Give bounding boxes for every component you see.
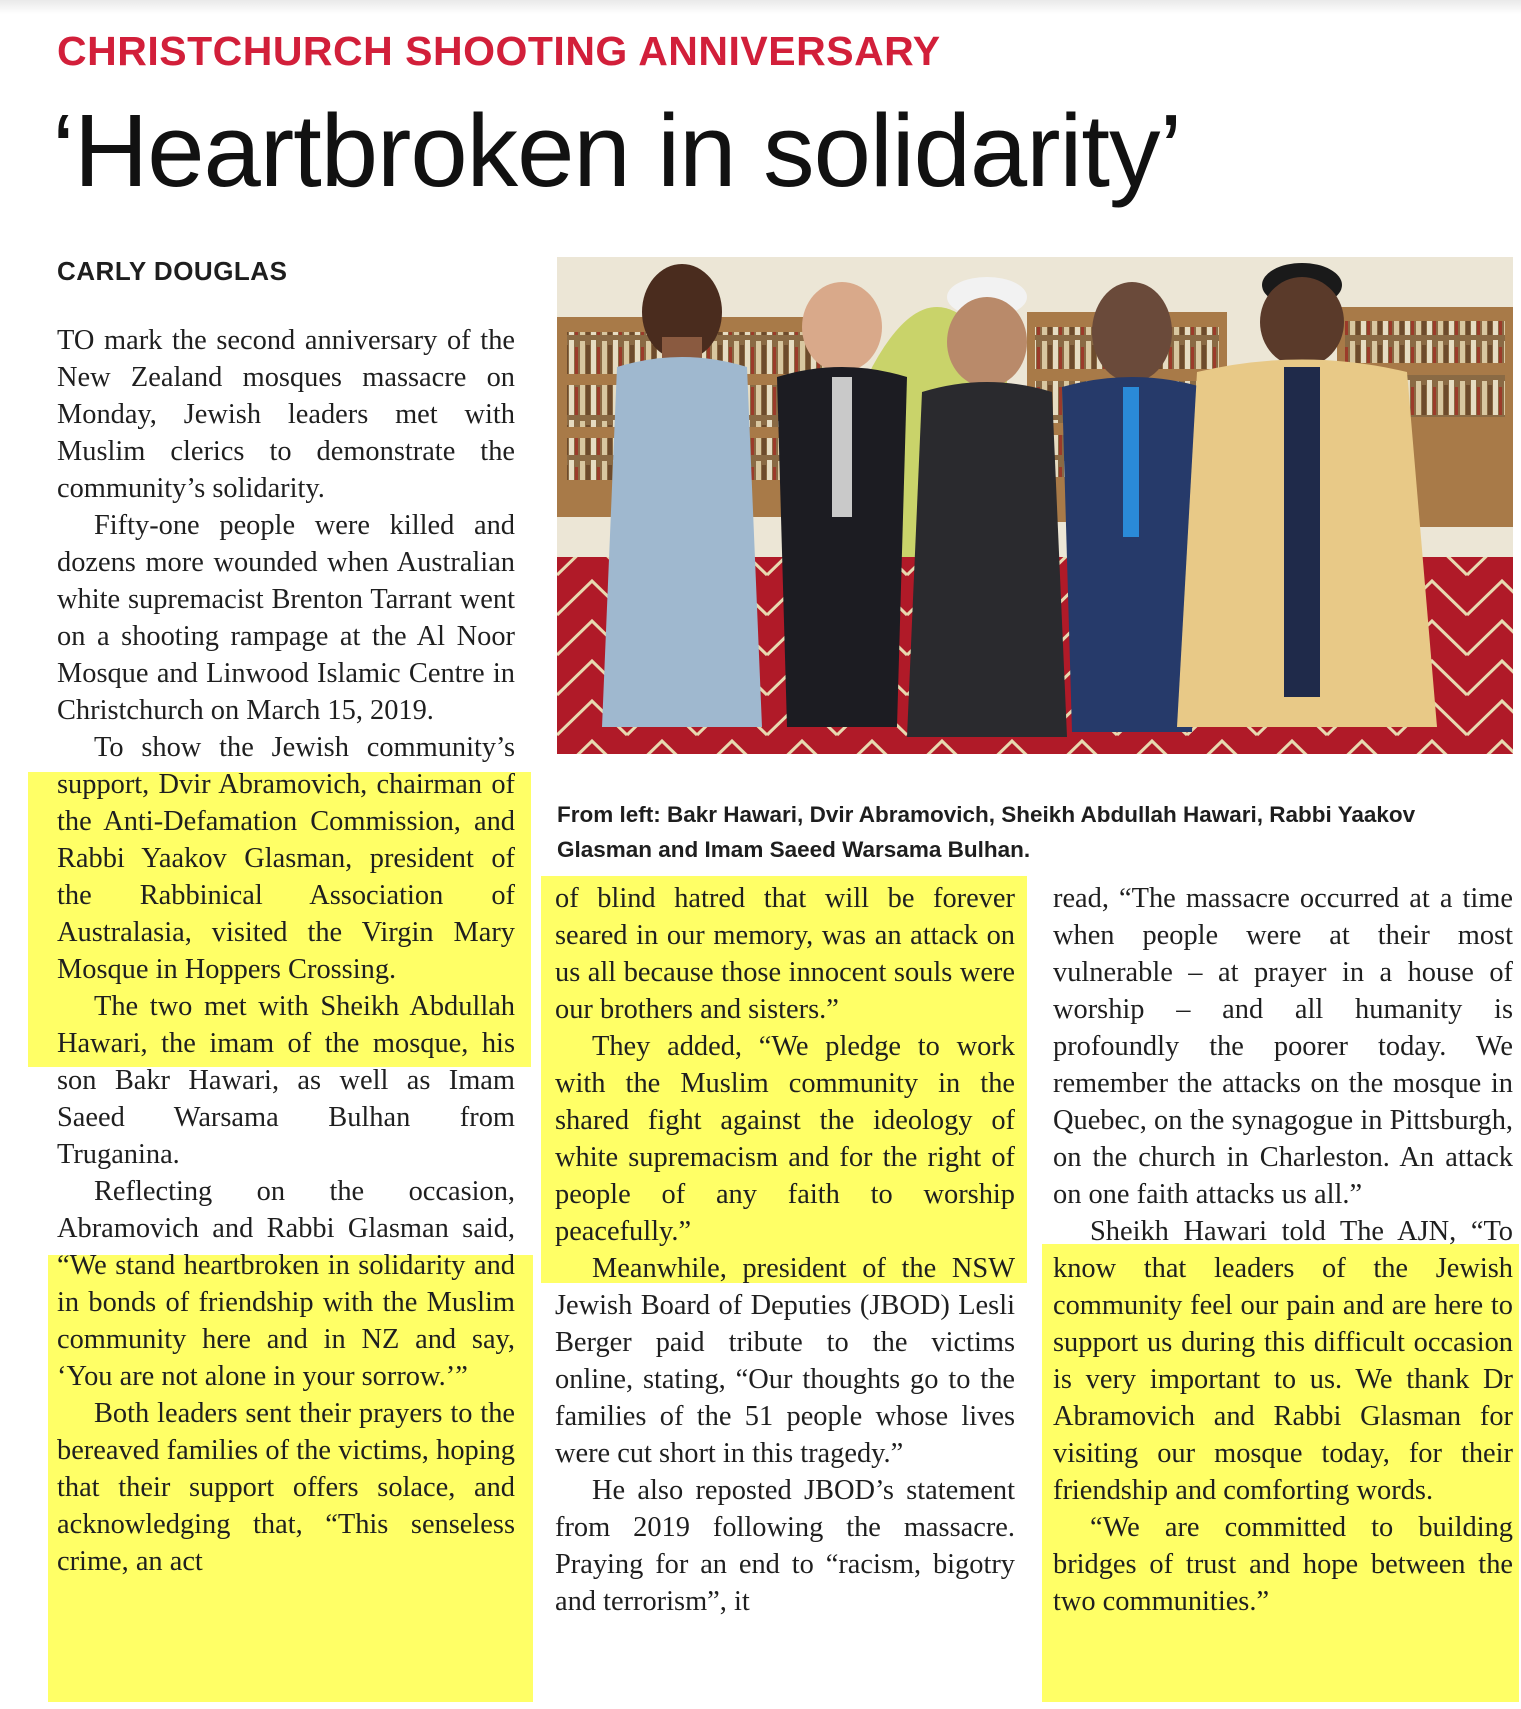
- paragraph: They added, “We pledge to work with the Muslim community in the shared fight against the ideology of white supremacism and for the right of people of any faith to worship peacefully.”: [555, 1031, 1015, 1247]
- section-kicker: CHRISTCHURCH SHOOTING ANNIVERSARY: [57, 28, 941, 74]
- paragraph: Meanwhile, president of the NSW Jewish Board of Deputies (JBOD) Lesli Berger paid tribute to the victims online, stating, “Our thoughts go to the families of the 51 people whose lives were cut short in this tragedy.”: [555, 1253, 1015, 1469]
- paragraph: TO mark the second anniversary of the New Zealand mosques massacre on Monday, Jewish leaders met with Muslim clerics to demonstrate the community’s solidarity.: [57, 325, 515, 504]
- headline: ‘Heartbroken in solidarity’: [52, 93, 1182, 208]
- article-column-2: [555, 880, 1015, 1620]
- article-column-1: [57, 322, 515, 1580]
- paragraph: To show the Jewish community’s support, Dvir Abramovich, chairman of the Anti-Defamation Commission, and Rabbi Yaakov Glasman, president of the Rabbinical Association of Australasia, visited the Virgin Mary Mosque in Hoppers Crossing.: [57, 732, 515, 985]
- group-photo-illustration: [557, 257, 1513, 754]
- paragraph: Sheikh Hawari told The AJN, “To know that leaders of the Jewish community feel our pain and are here to support us during this difficult occasion is very important to us. We thank Dr Abramovich and Rabbi Glasman for visiting our mosque today, for their friendship and comforting words.: [1053, 1216, 1513, 1506]
- paragraph: The two met with Sheikh Abdullah Hawari, the imam of the mosque, his son Bakr Hawari, as well as Imam Saeed Warsama Bulhan from Truganina.: [57, 991, 515, 1170]
- paragraph: “We are committed to building bridges of trust and hope between the two communities.”: [1053, 1512, 1513, 1617]
- paragraph: Fifty-one people were killed and dozens more wounded when Australian white supremacist Brenton Tarrant went on a shooting rampage at the Al Noor Mosque and Linwood Islamic Centre in Christchurch on March 15, 2019.: [57, 510, 515, 726]
- paragraph: read, “The massacre occurred at a time when people were at their most vulnerable – at prayer in a house of worship – and all humanity is profoundly the poorer today. We remember the attacks on the mosque in Quebec, on the synagogue in Pittsburgh, on the church in Charleston. An attack on one faith attacks us all.”: [1053, 883, 1513, 1210]
- page-top-edge: [0, 0, 1521, 14]
- article-column-3: [1053, 880, 1513, 1620]
- photo-caption: From left: Bakr Hawari, Dvir Abramovich, Sheikh Abdullah Hawari, Rabbi Yaakov Glasman and Imam Saeed Warsama Bulhan.: [557, 802, 1416, 862]
- paragraph: Both leaders sent their prayers to the bereaved families of the victims, hoping that their support offers solace, and acknowledging that, “This senseless crime, an act: [57, 1398, 515, 1577]
- paragraph: He also reposted JBOD’s statement from 2019 following the massacre. Praying for an end to “racism, bigotry and terrorism”, it: [555, 1475, 1015, 1617]
- paragraph: of blind hatred that will be forever seared in our memory, was an attack on us all because those innocent souls were our brothers and sisters.”: [555, 883, 1015, 1025]
- article-photo: [557, 257, 1513, 754]
- byline: CARLY DOUGLAS: [57, 256, 288, 286]
- paragraph: Reflecting on the occasion, Abramovich and Rabbi Glasman said, “We stand heartbroken in solidarity and in bonds of friendship with the Muslim community here and in NZ and say, ‘You are not alone in your sorrow.’”: [57, 1176, 515, 1392]
